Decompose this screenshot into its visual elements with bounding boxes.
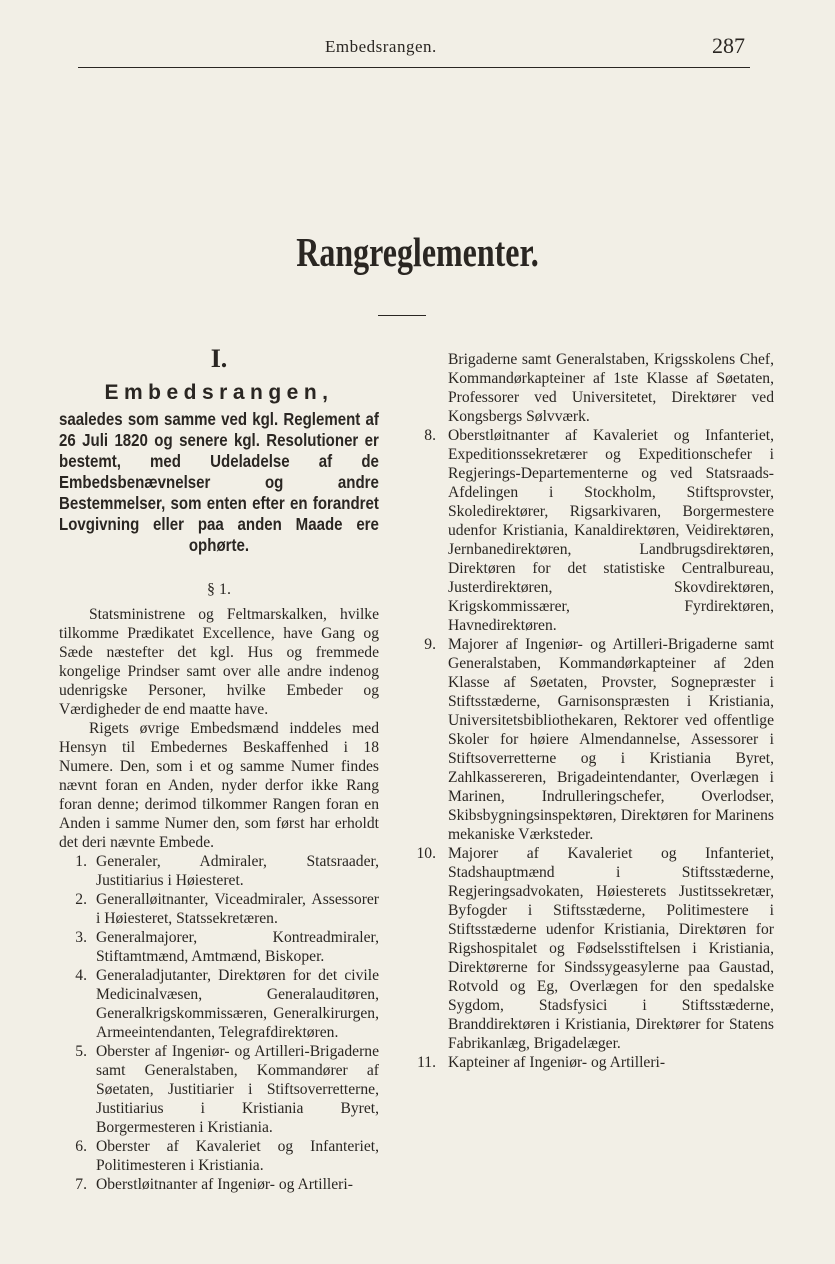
title-rule [378,315,426,316]
rank-number: 3. [75,929,87,946]
rank-item [59,852,379,890]
rank-text: Majorer af Kavaleriet og Infanteriet, Stadshauptmænd i Stiftsstæderne, Regjeringsadvokaten, Høiesterets Justitssekretær, Byfogder i Stiftsstæderne, Politimestere i Stiftsstæderne udenfor Kristiania, Direktøren for Rigshospitalet og Fødselsstiftelsen i Kristiania, Direktørerne for Sindssygeasylerne paa Gaustad, Rotvold og Eg, Overlægen for den spedalske Sygdom, Stadsfysici i Stiftsstæderne, Branddirektøren i Kristiania, Direktører for Statens Fabrikanlæg, Brigadelæger. [448,845,774,1052]
page-title: Rangreglementer. [296,229,539,275]
rank-text: Generalmajorer, Kontreadmiraler, Stiftamtmænd, Amtmænd, Biskoper. [96,929,379,965]
rank-number: 4. [75,967,87,984]
rank-item [59,890,379,928]
rank-item [402,1053,774,1072]
page-number: 287 [712,33,745,58]
chapter-number: I. [210,344,228,373]
rank-text: Majorer af Ingeniør- og Artilleri-Brigaderne samt Generalstaben, Kommandørkapteiner af 2den Klasse af Søetaten, Provster, Sognepræster i Stiftsstæderne, Garnisonspræsten i Kristiania, Universitetsbibliothekaren, Rektorer ved offentlige Skoler for høiere Almendannelse, Assessorer i Stiftsoverretterne og i Kristiania Byret, Zahlkassereren, Brigadeintendanter, Overlægen i Marinen, Indrulleringschefer, Overlodser, Skibsbygningsinspektøren, Direktøren for Marinens mekaniske Værksteder. [448,636,774,843]
rank-number: 8. [424,427,436,444]
rank-text: Kapteiner af Ingeniør- og Artilleri- [448,1054,666,1071]
rank-item [402,635,774,844]
rank-number: 10. [416,845,436,862]
running-title: Embedsrangen. [325,37,437,56]
rank-item [59,1042,379,1137]
rank-item [402,844,774,1053]
rank-item [59,1175,379,1194]
rank-number: 7. [75,1176,87,1193]
section-mark: § 1. [207,581,231,598]
rank-item [59,928,379,966]
right-column [402,350,774,1072]
rank-number: 9. [424,636,436,653]
rank-text: Generalløitnanter, Viceadmiraler, Assessorer i Høiesteret, Statssekretæren. [96,891,379,927]
paragraph: Statsministrene og Feltmarskalken, hvilke tilkomme Prædikatet Excellence, have Gang og Sæde næstefter det kgl. Hus og fremmede kongelige Prindser samt over alle andre indenog udenrigske Personer, hvilke Embeder og Værdigheder de end maatte have. [59,606,379,718]
left-column [59,340,379,1194]
rank-text: Oberstløitnanter af Ingeniør- og Artilleri- [96,1176,353,1193]
rank-continuation: Brigaderne samt Generalstaben, Krigsskolens Chef, Kommandørkapteiner af 1ste Klasse af Søetaten, Professorer ved Universitetet, Direktører ved Kongsbergs Sølvværk. [448,351,774,425]
rank-number: 5. [75,1043,87,1060]
rank-item [402,426,774,635]
header-rule [78,67,750,68]
rank-text: Generaladjutanter, Direktøren for det civile Medicinalvæsen, Generalauditøren, Generalkrigskommissæren, Generalkirurgen, Armeeintendanten, Telegrafdirektøren. [96,967,379,1041]
chapter-subtitle: saaledes som samme ved kgl. Reglement af 26 Juli 1820 og senere kgl. Resolutioner er bestemt, med Udeladelse af de Embedsbenævnelser og andre Bestemmelser, som enten efter en forandret Lovgivning eller paa anden Maade ere ophørte. [59,409,379,555]
rank-item [59,1137,379,1175]
rank-number: 11. [417,1054,436,1071]
rank-number: 6. [75,1138,87,1155]
rank-item [59,966,379,1042]
rank-text: Oberster af Ingeniør- og Artilleri-Brigaderne samt Generalstaben, Kommandører af Søetaten, Justitiarier i Stiftsoverretterne, Justitiarius i Kristiania Byret, Borgermesteren i Kristiania. [96,1043,379,1136]
rank-text: Oberstløitnanter af Kavaleriet og Infanteriet, Expeditionssekretærer og Expeditionschefer i Regjerings-Departementerne og ved Statsraads-Afdelingen i Stockholm, Stiftsprovster, Skoledirektører, Rigsarkivaren, Borgermestere udenfor Kristiania, Kanaldirektøren, Veidirektøren, Jernbanedirektøren, Landbrugsdirektøren, Direktøren for det statistiske Centralbureau, Justerdirektøren, Skovdirektøren, Krigskommissærer, Fyrdirektøren, Havnedirektøren. [448,427,774,634]
page-header [0,0,835,75]
paragraph: Rigets øvrige Embedsmænd inddeles med Hensyn til Embedernes Beskaffenhed i 18 Numere. Den, som i et og samme Numer findes nævnt foran en Anden, nyder derfor ikke Rang foran denne; derimod tilkommer Rangen foran en Anden i samme Numer den, som først har erholdt det deri nævnte Embede. [59,720,379,851]
rank-number: 2. [75,891,87,908]
rank-text: Generaler, Admiraler, Statsraader, Justitiarius i Høiesteret. [96,853,379,889]
rank-number: 1. [75,853,87,870]
rank-text: Oberster af Kavaleriet og Infanteriet, Politimesteren i Kristiania. [96,1138,379,1174]
chapter-heading: Embedsrangen, [104,381,334,404]
